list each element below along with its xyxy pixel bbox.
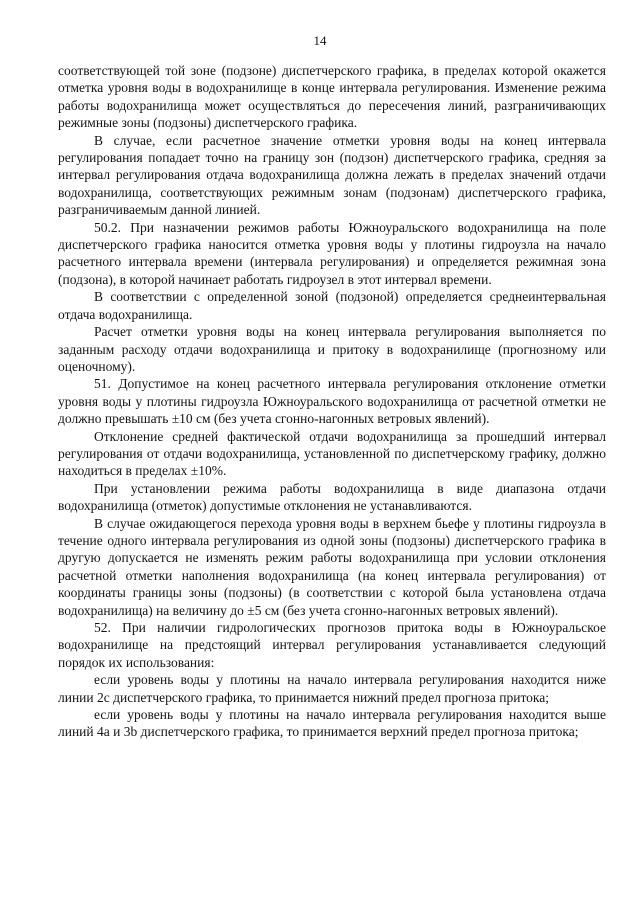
paragraph: Расчет отметки уровня воды на конец интервала регулирования выполняется по заданным расходу отдачи водохранилища и притоку в водохранилище (прогнозному или оценочному). — [58, 324, 606, 374]
paragraph: В соответствии с определенной зоной (подзоной) определяется среднеинтервальная отдача водохранилища. — [58, 289, 606, 322]
paragraph: Отклонение средней фактической отдачи водохранилища за прошедший интервал регулирования от отдачи водохранилища, установленной по диспетчерскому графику, должно находиться в пределах ±10%. — [58, 428, 606, 479]
page-number: 14 — [313, 33, 327, 48]
paragraph: В случае, если расчетное значение отметки уровня воды на конец интервала регулирования попадает точно на границу зон (подзон) диспетчерского графика, средняя за интервал регулирования отдача водохранилища должна лежать в пределах значений отдачи водохранилища, соответствующих режимным зонам (подзонам) диспетчерского графика, разграничиваемым данной линией. — [58, 132, 606, 218]
list-item: если уровень воды у плотины на начало интервала регулирования находится ниже линии 2с диспетчерского графика, то принимается нижний предел прогноза притока; — [58, 672, 606, 705]
paragraph-52: 52. При наличии гидрологических прогнозов притока воды в Южноуральское водохранилище на предстоящий интервал регулирования устанавливается следующий порядок их использования: — [58, 620, 606, 670]
paragraph-51: 51. Допустимое на конец расчетного интервала регулирования отклонение отметки уровня воды у плотины гидроузла Южноуральского водохранилища от расчетной отметки не должно превышать ±10 см (без учета сгонно-нагонных ветровых явлений). — [58, 376, 606, 427]
paragraph: соответствующей той зоне (подзоне) диспетчерского графика, в пределах которой окажется отметка уровня воды в водохранилище в конце интервала регулирования. Изменение режима работы водохранилища может осуществляться до пересечения линий, разграничивающих режимные зоны (подзоны) диспетчерского графика. — [58, 63, 606, 131]
list-item: если уровень воды у плотины на начало интервала регулирования находится выше линий 4а и 3b диспетчерского графика, то принимается верхний предел прогноза притока; — [58, 707, 606, 740]
paragraph: В случае ожидающегося перехода уровня воды в верхнем бьефе у плотины гидроузла в течение одного интервала регулирования из одной зоны (подзоны) диспетчерского графика в другую допускается не изменять режим работы водохранилища при условии отклонения расчетной отметки наполнения водохранилища (на конец интервала регулирования) от координаты границы зоны (подзоны) (в соответствии с которой была установлена отдача водохранилища) на величину до ±5 см (без учета сгонно-нагонных ветровых явлений). — [58, 515, 606, 618]
paragraph: При установлении режима работы водохранилища в виде диапазона отдачи водохранилища (отметок) допустимые отклонения не устанавливаются. — [58, 480, 606, 514]
paragraph-50-2: 50.2. При назначении режимов работы Южноуральского водохранилища на поле диспетчерского графика наносится отметка уровня воды у плотины гидроузла на начало расчетного интервала времени (интервала регулирования) и определяется режимная зона (подзона), в которой начинает работать гидроузел в этот интервал времени. — [58, 219, 606, 287]
document-body — [58, 62, 606, 741]
